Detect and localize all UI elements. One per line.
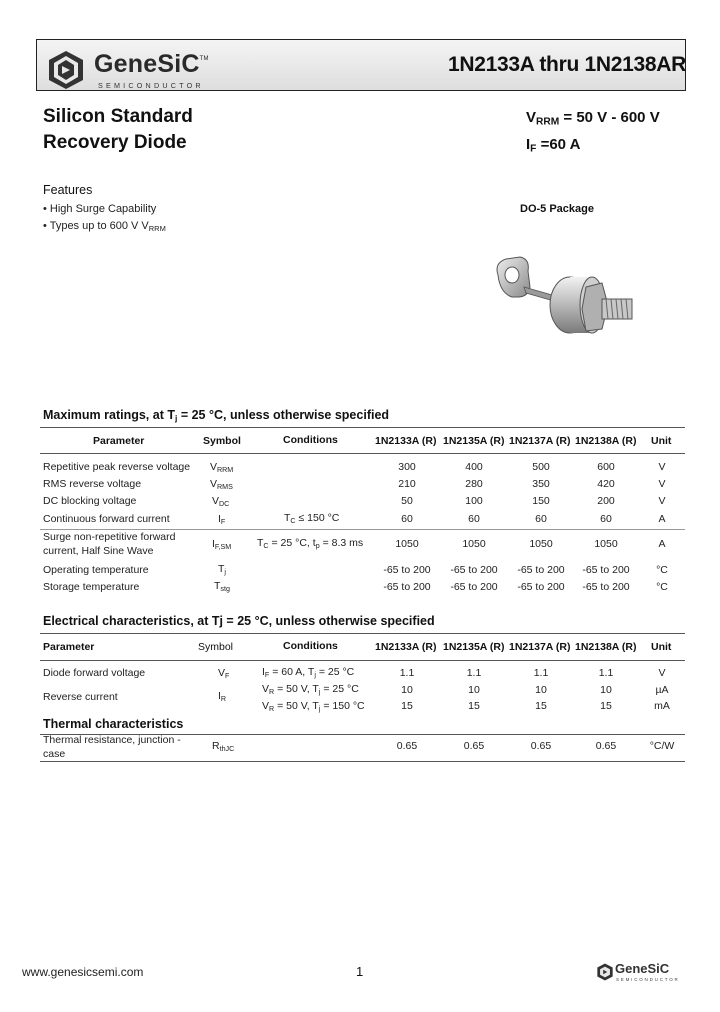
param-cell: Storage temperature [43,581,140,593]
value-cell: 15 [401,700,413,712]
symbol-cell: $I_{F,SM}$ [212,538,232,551]
value-cell: 1.1 [466,667,482,679]
unit-cell: V [658,667,666,679]
condition-cell: $V_R = 50$ V, $T_j = 150$ °C [262,700,365,713]
unit-cell: V [658,495,666,507]
value-cell: 200 [597,495,615,507]
value-cell: 1.1 [598,667,614,679]
param-cell: RMS reverse voltage [43,478,142,490]
value-cell: 0.65 [595,740,617,752]
logo-tagline: SEMICONDUCTOR [98,81,204,90]
thermal-heading: Thermal characteristics [43,717,184,731]
electrical-heading: Electrical characteristics, at Tj = 25 °C, unless otherwise specified [43,614,435,628]
condition-cell: $T_C \le 150$ °C [284,512,340,525]
symbol-cell: $T_j$ [218,563,227,576]
param-cell: Surge non-repetitive forward [43,531,176,543]
value-cell: 10 [468,684,480,696]
symbol-cell: $V_{RMS}$ [210,478,233,491]
genesic-logo [46,48,246,94]
value-cell: -65 to 200 [450,581,498,593]
key-specs [526,104,660,158]
divider [40,453,685,454]
value-cell: 1050 [529,538,553,550]
value-cell: 60 [468,513,480,525]
value-cell: 350 [532,478,550,490]
col-header-type3: 1N2137A (R) [509,435,571,447]
unit-cell: V [658,478,666,490]
unit-cell: A [658,513,666,525]
col-header-conditions: Conditions [283,640,338,652]
value-cell: 100 [465,495,483,507]
value-cell: 280 [465,478,483,490]
col-header-type2: 1N2135A (R) [443,435,505,447]
col-header-type1: 1N2133A (R) [375,641,437,653]
value-cell: 400 [465,461,483,473]
value-cell: 1050 [462,538,486,550]
col-header-symbol: Symbol [203,435,241,447]
param-cell-line2: current, Half Sine Wave [43,545,154,557]
value-cell: -65 to 200 [517,581,565,593]
value-cell: -65 to 200 [517,564,565,576]
value-cell: 15 [535,700,547,712]
diode-package-image [490,253,640,353]
col-header-parameter: Parameter [93,435,145,447]
unit-cell: mA [654,700,670,712]
logo-mark-icon [596,962,614,982]
product-title-line2: Recovery Diode [43,132,187,153]
value-cell: 1050 [395,538,419,550]
symbol-cell: $V_{RRM}$ [210,461,234,474]
value-cell: -65 to 200 [383,564,431,576]
param-cell: Diode forward voltage [43,667,146,679]
value-cell: -65 to 200 [582,581,630,593]
vrrm-spec: $V_{RRM} = 50$ V - 600 V [526,109,660,128]
feature-item: • Types up to 600 V $V_{RRM}$ [43,220,166,233]
param-cell: DC blocking voltage [43,495,137,507]
value-cell: -65 to 200 [383,581,431,593]
col-header-parameter: Parameter [43,641,95,653]
value-cell: 1050 [594,538,618,550]
condition-cell: $V_R = 50$ V, $T_j = 25$ °C [262,683,359,696]
logo-name: GeneSiC™ [94,50,209,78]
col-header-type2: 1N2135A (R) [443,641,505,653]
value-cell: 1.1 [399,667,415,679]
symbol-cell: $I_F$ [218,513,226,526]
param-cell-line2: case [43,748,66,760]
value-cell: 60 [600,513,612,525]
symbol-cell: $R_{thJC}$ [212,740,235,753]
value-cell: 60 [401,513,413,525]
value-cell: 10 [401,684,413,696]
package-label: DO-5 Package [520,203,594,215]
value-cell: -65 to 200 [450,564,498,576]
value-cell: 1.1 [533,667,549,679]
param-cell: Thermal resistance, junction - [43,734,181,746]
max-ratings-heading: Maximum ratings, at $T_j = 25$ °C, unless otherwise specified [43,408,390,424]
condition-cell: $T_C = 25$ °C, $t_p = 8.3$ ms [257,537,364,550]
param-cell: Reverse current [43,691,118,703]
value-cell: 15 [600,700,612,712]
features-heading: Features [43,183,93,197]
unit-cell: °C [656,581,668,593]
unit-cell: °C/W [649,740,675,752]
symbol-cell: $I_R$ [218,690,227,703]
footer-logo-name: GeneSiC [615,961,670,976]
param-cell: Repetitive peak reverse voltage [43,461,191,473]
param-cell: Operating temperature [43,564,149,576]
footer-logo [596,960,706,988]
condition-cell: $I_F = 60$ A, $T_j = 25$ °C [262,666,355,679]
divider [40,761,685,762]
value-cell: 0.65 [463,740,485,752]
col-header-conditions: Conditions [283,434,338,446]
divider [40,427,685,428]
document-title: 1N2133A thru 1N2138AR [447,53,686,76]
value-cell: 150 [532,495,550,507]
divider [40,529,685,530]
unit-cell: °C [656,564,668,576]
symbol-cell: $V_{DC}$ [212,495,230,508]
col-header-type4: 1N2138A (R) [575,435,637,447]
value-cell: -65 to 200 [582,564,630,576]
col-header-type1: 1N2133A (R) [375,435,437,447]
divider [40,633,685,634]
value-cell: 300 [398,461,416,473]
feature-item: • High Surge Capability [43,203,157,215]
col-header-type3: 1N2137A (R) [509,641,571,653]
if-spec: $I_F =60$ A [526,136,581,155]
col-header-unit: Unit [651,435,672,447]
value-cell: 420 [597,478,615,490]
product-title-line1: Silicon Standard [43,106,193,127]
symbol-cell: $T_{stg}$ [214,580,230,593]
value-cell: 15 [468,700,480,712]
value-cell: 10 [600,684,612,696]
unit-cell: V [658,461,666,473]
footer-url[interactable]: www.genesicsemi.com [22,965,144,979]
footer-logo-tagline: SEMICONDUCTOR [616,977,680,982]
value-cell: 0.65 [396,740,418,752]
value-cell: 210 [398,478,416,490]
value-cell: 0.65 [530,740,552,752]
divider [40,660,685,661]
unit-cell: µA [655,684,669,696]
value-cell: 500 [532,461,550,473]
col-header-unit: Unit [651,641,672,653]
logo-mark-icon [46,50,86,90]
col-header-symbol: Symbol [198,641,234,653]
value-cell: 60 [535,513,547,525]
col-header-type4: 1N2138A (R) [575,641,637,653]
page-number: 1 [356,964,364,979]
param-cell: Continuous forward current [43,513,170,525]
value-cell: 10 [535,684,547,696]
value-cell: 600 [597,461,615,473]
value-cell: 50 [401,495,413,507]
symbol-cell: $V_F$ [218,667,230,680]
unit-cell: A [658,538,666,550]
product-title [43,104,193,156]
